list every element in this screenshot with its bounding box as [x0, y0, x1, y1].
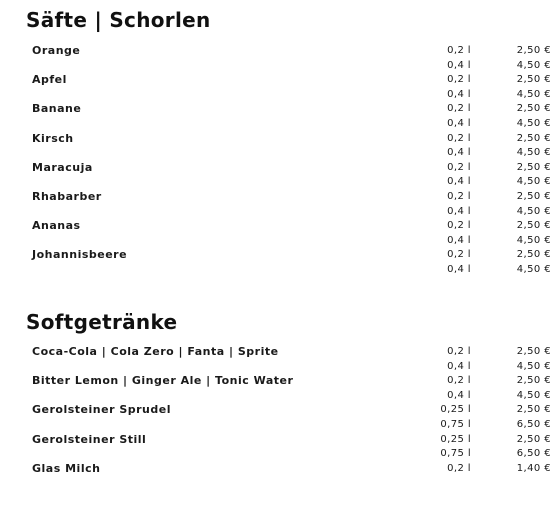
price-row — [0, 146, 557, 161]
price: 2,50 € — [516, 249, 551, 261]
price-row — [0, 263, 557, 278]
item-name: Johannisbeere — [32, 248, 128, 262]
price: 2,50 € — [516, 45, 551, 56]
size: 0,4 l — [447, 389, 471, 401]
price-row — [0, 117, 557, 132]
price-row — [0, 102, 557, 117]
price-row — [0, 462, 557, 477]
price: 4,50 € — [516, 263, 551, 275]
menu-item — [0, 73, 557, 102]
size: 0,2 l — [447, 74, 471, 86]
price-row — [0, 248, 557, 263]
item-name: Apfel — [32, 73, 67, 87]
menu-item — [0, 219, 557, 248]
price: 4,50 € — [516, 117, 551, 129]
menu-item — [0, 462, 557, 477]
size: 0,2 l — [447, 346, 471, 357]
size: 0,2 l — [447, 132, 471, 144]
price: 2,50 € — [516, 433, 551, 445]
price-row — [0, 73, 557, 88]
price-row — [0, 403, 557, 418]
price: 4,50 € — [516, 234, 551, 246]
size: 0,4 l — [447, 205, 471, 217]
price-row — [0, 360, 557, 375]
menu-list-softgetraenke — [0, 345, 557, 476]
price: 6,50 € — [516, 448, 551, 460]
price: 2,50 € — [516, 74, 551, 86]
size: 0,4 l — [447, 88, 471, 100]
price-row — [0, 374, 557, 389]
price-row — [0, 88, 557, 103]
price: 4,50 € — [516, 59, 551, 71]
price-row — [0, 345, 557, 360]
menu-list-saefte — [0, 44, 557, 278]
menu-item — [0, 374, 557, 403]
size: 0,25 l — [440, 433, 471, 445]
price: 4,50 € — [516, 205, 551, 217]
size: 0,4 l — [447, 234, 471, 246]
size: 0,4 l — [447, 59, 471, 71]
menu-item — [0, 433, 557, 462]
price-row — [0, 447, 557, 462]
item-name: Maracuja — [32, 160, 93, 174]
price: 4,50 € — [516, 176, 551, 188]
price: 2,50 € — [516, 190, 551, 202]
size: 0,2 l — [447, 190, 471, 202]
item-name: Gerolsteiner Sprudel — [32, 403, 171, 417]
size: 0,25 l — [440, 404, 471, 416]
price: 2,50 € — [516, 103, 551, 115]
price-row — [0, 389, 557, 404]
price-row — [0, 44, 557, 59]
size: 0,2 l — [447, 375, 471, 387]
price: 1,40 € — [516, 462, 551, 474]
item-name: Gerolsteiner Still — [32, 432, 147, 446]
price: 2,50 € — [516, 375, 551, 387]
menu-item — [0, 248, 557, 277]
price: 2,50 € — [516, 132, 551, 144]
menu-item — [0, 190, 557, 219]
price: 4,50 € — [516, 360, 551, 372]
menu-item — [0, 132, 557, 161]
price-row — [0, 175, 557, 190]
price-row — [0, 205, 557, 220]
price-row — [0, 219, 557, 234]
item-name: Rhabarber — [32, 189, 102, 203]
size: 0,75 l — [440, 418, 471, 430]
item-name: Ananas — [32, 219, 81, 233]
size: 0,4 l — [447, 117, 471, 129]
size: 0,75 l — [440, 448, 471, 460]
price-row — [0, 161, 557, 176]
item-name: Kirsch — [32, 131, 74, 145]
item-name: Glas Milch — [32, 461, 101, 475]
price-row — [0, 190, 557, 205]
price-row — [0, 132, 557, 147]
menu-item — [0, 44, 557, 73]
section-title-saefte: Säfte | Schorlen — [26, 8, 211, 32]
price-row — [0, 234, 557, 249]
item-name: Orange — [32, 44, 81, 57]
size: 0,2 l — [447, 462, 471, 474]
price: 4,50 € — [516, 88, 551, 100]
section-title-softgetraenke: Softgetränke — [26, 310, 178, 334]
menu-item — [0, 403, 557, 432]
price: 4,50 € — [516, 389, 551, 401]
price: 2,50 € — [516, 404, 551, 416]
price: 4,50 € — [516, 147, 551, 159]
price: 2,50 € — [516, 346, 551, 357]
size: 0,4 l — [447, 263, 471, 275]
price-row — [0, 59, 557, 74]
price-row — [0, 433, 557, 448]
size: 0,4 l — [447, 147, 471, 159]
price: 6,50 € — [516, 418, 551, 430]
price: 2,50 € — [516, 220, 551, 232]
size: 0,2 l — [447, 220, 471, 232]
size: 0,2 l — [447, 161, 471, 173]
size: 0,2 l — [447, 45, 471, 56]
item-name: Bitter Lemon | Ginger Ale | Tonic Water — [32, 374, 294, 388]
menu-item — [0, 345, 557, 374]
price-row — [0, 418, 557, 433]
size: 0,2 l — [447, 103, 471, 115]
size: 0,2 l — [447, 249, 471, 261]
size: 0,4 l — [447, 176, 471, 188]
menu-item — [0, 102, 557, 131]
menu-item — [0, 161, 557, 190]
item-name: Coca-Cola | Cola Zero | Fanta | Sprite — [32, 345, 279, 358]
price: 2,50 € — [516, 161, 551, 173]
size: 0,4 l — [447, 360, 471, 372]
item-name: Banane — [32, 102, 82, 116]
